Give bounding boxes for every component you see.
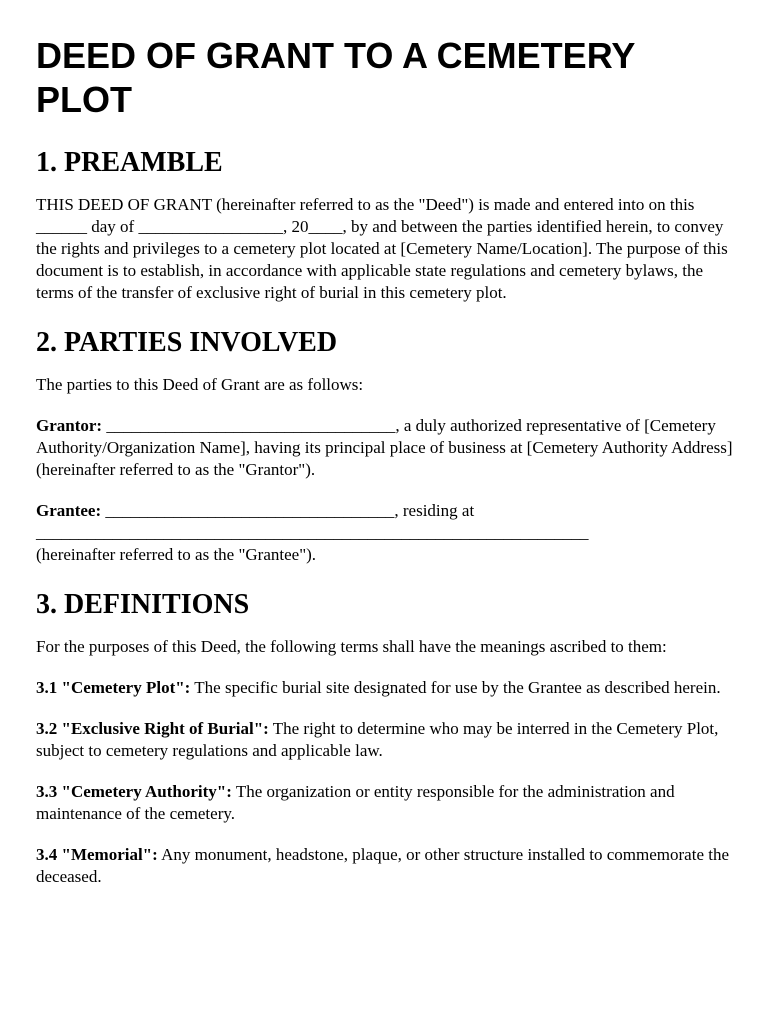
definition-text: The organization or entity responsible for the administration and maintenance of the cemetery. [36, 782, 675, 823]
definition-term: 3.1 "Cemetery Plot": [36, 678, 191, 697]
definition-item [36, 781, 736, 825]
section-preamble [36, 146, 736, 304]
grantee-suffix: (hereinafter referred to as the "Grantee"). [36, 545, 317, 564]
section-heading-preamble: 1. PREAMBLE [36, 147, 223, 178]
definitions-intro: For the purposes of this Deed, the following terms shall have the meanings ascribed to them: [36, 637, 667, 656]
grantee-text: __________________________________, residing at [101, 501, 475, 520]
grantee-address-blank: _________________________________________________________________ [36, 523, 589, 542]
definition-text: The right to determine who may be interred in the Cemetery Plot, subject to cemetery regulations and applicable law. [36, 719, 719, 760]
definition-text: Any monument, headstone, plaque, or other structure installed to commemorate the deceased. [36, 845, 730, 886]
section-heading-parties: 2. PARTIES INVOLVED [36, 327, 338, 358]
section-heading-definitions: 3. DEFINITIONS [36, 589, 250, 620]
definition-text: The specific burial site designated for use by the Grantee as described herein. [190, 678, 721, 697]
preamble-paragraph: THIS DEED OF GRANT (hereinafter referred to as the "Deed") is made and entered into on this ______ day of _________________, 20____, by and between the parties identified herein, to convey the rights and privileges to a cemetery plot located at [Cemetery Name/Location]. The purpose of this document is to establish, in accordance with applicable state regulations and cemetery bylaws, the terms of the transfer of exclusive right of burial in this cemetery plot. [36, 195, 728, 302]
definition-term: 3.3 "Cemetery Authority": [36, 782, 232, 801]
grantor-paragraph [36, 415, 736, 481]
definition-item [36, 718, 736, 762]
grantee-paragraph [36, 500, 736, 566]
parties-intro: The parties to this Deed of Grant are as follows: [36, 375, 364, 394]
definition-item [36, 677, 736, 699]
definition-item [36, 844, 736, 888]
definition-term: 3.2 "Exclusive Right of Burial": [36, 719, 269, 738]
document-page [36, 34, 736, 910]
grantee-label: Grantee: [36, 501, 102, 520]
definition-term: 3.4 "Memorial": [36, 845, 158, 864]
document-title: DEED OF GRANT TO A CEMETERY PLOT [36, 35, 635, 120]
section-parties [36, 326, 736, 566]
section-definitions [36, 588, 736, 888]
grantor-text: __________________________________, a duly authorized representative of [Cemetery Authority/Organization Name], having its principal place of business at [Cemetery Authority Address] (hereinafter referred to as the "Grantor"). [36, 416, 733, 479]
grantor-label: Grantor: [36, 416, 103, 435]
